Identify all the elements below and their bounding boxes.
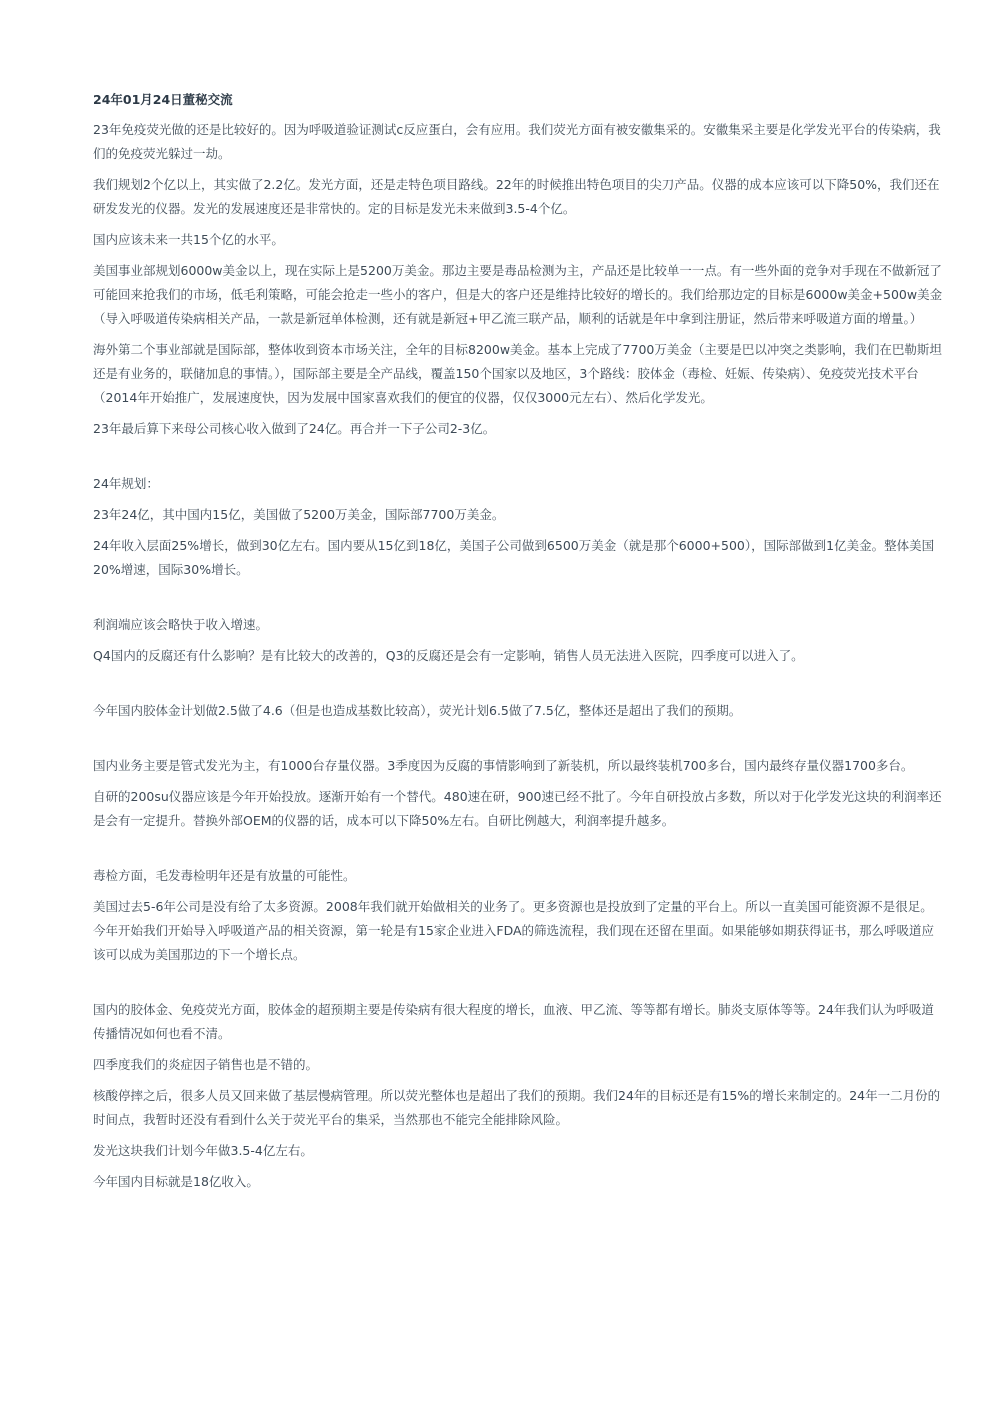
paragraph: 23年最后算下来母公司核心收入做到了24亿。再合并一下子公司2-3亿。 [93, 421, 496, 436]
paragraph-gap [93, 840, 945, 864]
paragraph: 24年收入层面25%增长，做到30亿左右。国内要从15亿到18亿，美国子公司做到6500万美金（就是那个6000+500），国际部做到1亿美金。整体美国20%增速，国际30%增长。 [93, 538, 935, 577]
paragraph-gap [93, 448, 945, 472]
paragraph: 我们规划2个亿以上，其实做了2.2亿。发光方面，还是走特色项目路线。22年的时候推出特色项目的尖刀产品。仪器的成本应该可以下降50%，我们还在研发发光的仪器。发光的发展速度还是非常快的。定的目标是发光未来做到3.5-4个亿。 [93, 177, 940, 216]
paragraph: 23年免疫荧光做的还是比较好的。因为呼吸道验证测试c反应蛋白，会有应用。我们荧光方面有被安徽集采的。安徽集采主要是化学发光平台的传染病，我们的免疫荧光躲过一劫。 [93, 122, 941, 161]
paragraph: 国内应该未来一共15个亿的水平。 [93, 232, 284, 247]
document-title: 24年01月24日董秘交流 [93, 92, 233, 107]
document-body [93, 88, 945, 1201]
paragraph: 国内的胶体金、免疫荧光方面，胶体金的超预期主要是传染病有很大程度的增长，血液、甲乙流、等等都有增长。肺炎支原体等等。24年我们认为呼吸道传播情况如何也看不清。 [93, 1002, 934, 1041]
paragraph: 今年国内胶体金计划做2.5做了4.6（但是也造成基数比较高），荧光计划6.5做了7.5亿，整体还是超出了我们的预期。 [93, 703, 742, 718]
paragraph-gap [93, 589, 945, 613]
paragraph: 23年24亿，其中国内15亿，美国做了5200万美金，国际部7700万美金。 [93, 507, 505, 522]
paragraph: 美国过去5-6年公司是没有给了太多资源。2008年我们就开始做相关的业务了。更多资源也是投放到了定量的平台上。所以一直美国可能资源不是很足。今年开始我们开始导入呼吸道产品的相关资源，第一轮是有15家企业进入FDA的筛选流程，我们现在还留在里面。如果能够如期获得证书，那么呼吸道应该可以成为美国那边的下一个增长点。 [93, 899, 935, 962]
paragraph: 发光这块我们计划今年做3.5-4亿左右。 [93, 1143, 313, 1158]
paragraph: 四季度我们的炎症因子销售也是不错的。 [93, 1057, 319, 1072]
paragraph: 24年规划： [93, 476, 159, 491]
paragraph: Q4国内的反腐还有什么影响？是有比较大的改善的，Q3的反腐还是会有一定影响，销售人员无法进入医院，四季度可以进入了。 [93, 648, 804, 663]
paragraph: 核酸停摔之后，很多人员又回来做了基层慢病管理。所以荧光整体也是超出了我们的预期。我们24年的目标还是有15%的增长来制定的。24年一二月份的时间点，我暂时还没有看到什么关于荧光平台的集采，当然那也不能完全能排除风险。 [93, 1088, 941, 1127]
paragraph-gap [93, 730, 945, 754]
paragraph-gap [93, 675, 945, 699]
paragraph: 利润端应该会略快于收入增速。 [93, 617, 269, 632]
paragraph: 毒检方面，毛发毒检明年还是有放量的可能性。 [93, 868, 356, 883]
paragraph: 自研的200su仪器应该是今年开始投放。逐渐开始有一个替代。480速在研，900速已经不批了。今年自研投放占多数，所以对于化学发光这块的利润率还是会有一定提升。替换外部OEM的仪器的话，成本可以下降50%左右。自研比例越大，利润率提升越多。 [93, 789, 942, 828]
paragraph: 海外第二个事业部就是国际部，整体收到资本市场关注，全年的目标8200w美金。基本上完成了7700万美金（主要是巴以冲突之类影响，我们在巴勒斯坦还是有业务的，联储加息的事情。），国际部主要是全产品线，覆盖150个国家以及地区，3个路线：胶体金（毒检、妊娠、传染病）、免疫荧光技术平台（2014年开始推广，发展速度快，因为发展中国家喜欢我们的便宜的仪器，仅仅3000元左右）、然后化学发光。 [93, 342, 942, 405]
paragraph: 国内业务主要是管式发光为主，有1000台存量仪器。3季度因为反腐的事情影响到了新装机，所以最终装机700多台，国内最终存量仪器1700多台。 [93, 758, 914, 773]
paragraph-gap [93, 974, 945, 998]
paragraph: 今年国内目标就是18亿收入。 [93, 1174, 259, 1189]
paragraph: 美国事业部规划6000w美金以上，现在实际上是5200万美金。那边主要是毒品检测为主，产品还是比较单一一点。有一些外面的竞争对手现在不做新冠了可能回来抢我们的市场，低毛利策略，可能会抢走一些小的客户，但是大的客户还是维持比较好的增长的。我们给那边定的目标是6000w美金+500w美金（导入呼吸道传染病相关产品，一款是新冠单体检测，还有就是新冠+甲乙流三联产品，顺利的话就是年中拿到注册证，然后带来呼吸道方面的增量。） [93, 263, 943, 326]
paragraph-list [93, 118, 945, 1194]
